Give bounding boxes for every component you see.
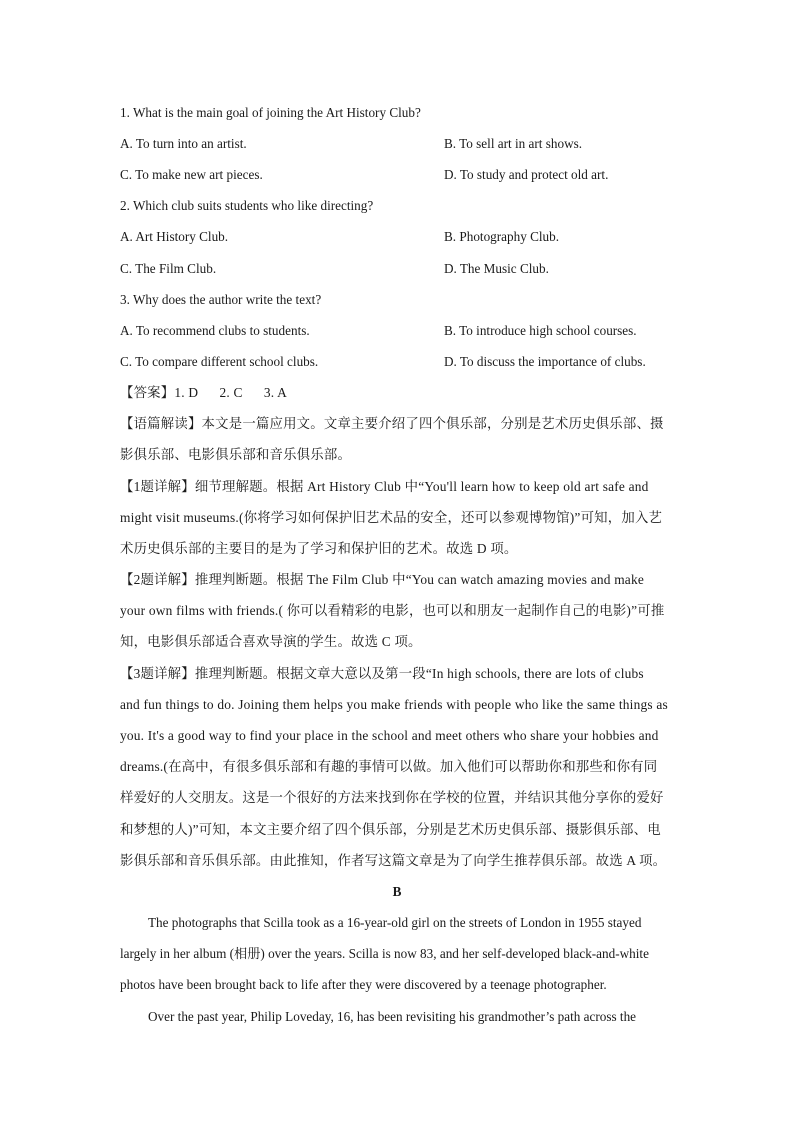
passage-line: photos have been brought back to life after they were discovered by a teenage photographer. xyxy=(120,977,607,992)
question-3-option-a: A. To recommend clubs to students. xyxy=(120,323,310,338)
question-2-stem: 2. Which club suits students who like directing? xyxy=(120,198,374,213)
answer-line: 【答案】1. D 2. C 3. A xyxy=(120,385,288,400)
question-1-stem: 1. What is the main goal of joining the Art History Club? xyxy=(120,105,421,120)
question-2-option-a: A. Art History Club. xyxy=(120,229,229,244)
analysis-line: you. It's a good way to find your place in the school and meet others who share your hobbies and xyxy=(120,728,659,743)
question-2-option-b: B. Photography Club. xyxy=(444,229,560,244)
question-1-option-c: C. To make new art pieces. xyxy=(120,167,263,182)
passage-line: Over the past year, Philip Loveday, 16, has been revisiting his grandmother’s path across the xyxy=(148,1009,637,1024)
question-1-option-d: D. To study and protect old art. xyxy=(444,167,609,182)
question-1-option-a: A. To turn into an artist. xyxy=(120,136,247,151)
analysis-line: 【1题详解】细节理解题。根据 Art History Club 中“You'll learn how to keep old art safe and xyxy=(120,479,649,494)
analysis-line: 样爱好的人交朋友。这是一个很好的方法来找到你在学校的位置，并结识其他分享你的爱好 xyxy=(120,790,664,805)
analysis-line: 术历史俱乐部的主要目的是为了学习和保护旧的艺术。故选 D 项。 xyxy=(120,541,518,556)
analysis-line: 影俱乐部、电影俱乐部和音乐俱乐部。 xyxy=(120,447,352,462)
analysis-line: and fun things to do. Joining them helps you make friends with people who like the same things as xyxy=(120,697,668,712)
analysis-line: 影俱乐部和音乐俱乐部。由此推知，作者写这篇文章是为了向学生推荐俱乐部。故选 A 项。 xyxy=(120,853,667,868)
passage-line: The photographs that Scilla took as a 16-year-old girl on the streets of London in 1955 stayed xyxy=(148,915,642,930)
question-3-option-d: D. To discuss the importance of clubs. xyxy=(444,354,646,369)
analysis-line: 【2题详解】推理判断题。根据 The Film Club 中“You can watch amazing movies and make xyxy=(120,572,644,587)
analysis-line: 【3题详解】推理判断题。根据文章大意以及第一段“In high schools, there are lots of clubs xyxy=(120,666,644,681)
analysis-line: 【语篇解读】本文是一篇应用文。文章主要介绍了四个俱乐部，分别是艺术历史俱乐部、摄 xyxy=(120,416,664,431)
analysis-line: dreams.(在高中，有很多俱乐部和有趣的事情可以做。加入他们可以帮助你和那些和你有同 xyxy=(120,759,658,774)
analysis-line: 和梦想的人)”可知，本文主要介绍了四个俱乐部，分别是艺术历史俱乐部、摄影俱乐部、电 xyxy=(120,822,661,837)
passage-line: largely in her album (相册) over the years. Scilla is now 83, and her self-developed black-and-white xyxy=(120,946,649,961)
analysis-line: your own films with friends.( 你可以看精彩的电影，也可以和朋友一起制作自己的电影)”可推 xyxy=(120,603,665,618)
analysis-line: 知，电影俱乐部适合喜欢导演的学生。故选 C 项。 xyxy=(120,634,422,649)
question-1-option-b: B. To sell art in art shows. xyxy=(444,136,583,151)
analysis-line: might visit museums.(你将学习如何保护旧艺术品的安全，还可以参观博物馆)”可知，加入艺 xyxy=(120,510,663,525)
section-title: B xyxy=(392,884,402,899)
question-3-option-b: B. To introduce high school courses. xyxy=(444,323,637,338)
question-2-option-d: D. The Music Club. xyxy=(444,261,549,276)
question-3-stem: 3. Why does the author write the text? xyxy=(120,292,322,307)
question-3-option-c: C. To compare different school clubs. xyxy=(120,354,319,369)
question-2-option-c: C. The Film Club. xyxy=(120,261,217,276)
